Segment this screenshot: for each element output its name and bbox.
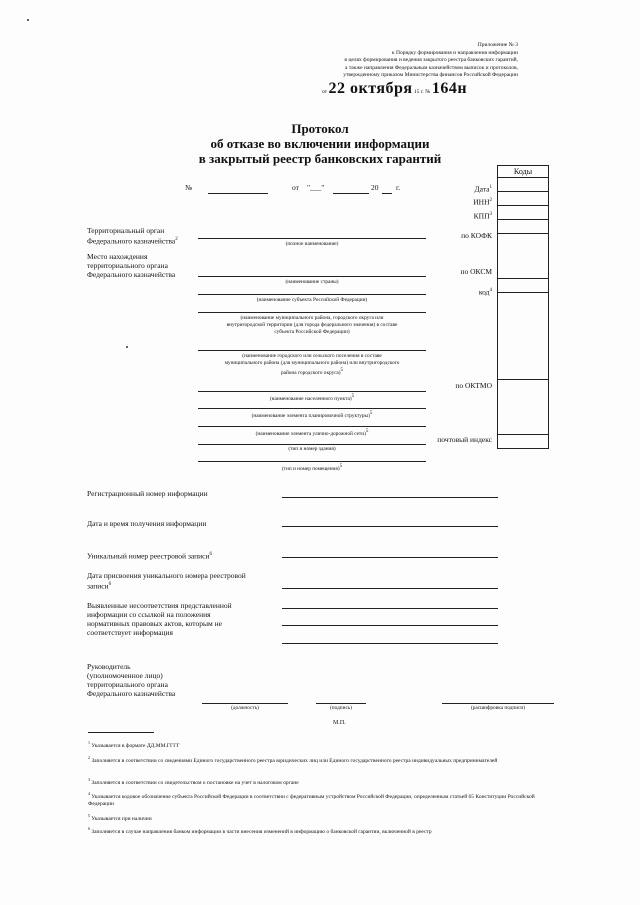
mismatch-field-3[interactable] xyxy=(282,643,498,644)
year-field[interactable] xyxy=(382,193,392,194)
settlement-field[interactable] xyxy=(198,350,426,351)
code-cell-postal[interactable] xyxy=(498,435,549,449)
code-cell-date[interactable] xyxy=(498,178,549,192)
footnote-4: $^4$ Указывается кодовое обозначение субъекта Российской Федерации в соответствии с федеративным устройством Российской Федерации, определенным статьей 65 Конституции Российской Федерации xyxy=(88,791,535,808)
subject-field[interactable] xyxy=(198,294,426,295)
reg-number-label: Регистрационный номер информации xyxy=(87,489,208,498)
codes-table xyxy=(497,165,549,449)
title-line-2: об отказе во включении информации xyxy=(210,136,430,151)
reg-number-field[interactable] xyxy=(282,497,498,498)
oksm-label: по ОКСМ xyxy=(460,267,492,276)
head-label: Руководитель (уполномоченное лицо) территориального органа Федерального казначейства xyxy=(87,662,176,698)
assign-date-field[interactable] xyxy=(282,588,498,589)
title-line-1: Протокол xyxy=(291,121,349,136)
footnote-1: $^1$ Указывается в формате ДД.ММ.ГГГГ xyxy=(88,740,180,749)
handwritten-number: 164н xyxy=(431,80,468,97)
inn-label: ИНН$^2$ xyxy=(473,197,492,207)
mismatch-field-1[interactable] xyxy=(282,608,498,609)
year-suffix-label: г. xyxy=(396,183,401,192)
settlement-caption: (наименование городского или сельского поселения в составе муниципального района (для муниципального района) или внутригородского района городского округа)$^5$ xyxy=(224,353,400,376)
decoding-field[interactable] xyxy=(442,703,554,704)
footnote-5: $^5$ Указывается при наличии xyxy=(88,813,152,822)
room-caption: (тип и номер помещения)$^5$ xyxy=(281,464,343,472)
footnote-6: $^6$ Заполняется в случае направления банком информации в части внесения изменений в информацию о банковской гарантии, включенной в реестр xyxy=(88,826,432,835)
code-cell-oksm[interactable] xyxy=(498,279,549,293)
street-field[interactable] xyxy=(198,426,426,427)
year-prefix: 20 xyxy=(371,183,379,192)
full-name-field[interactable] xyxy=(198,238,426,239)
received-datetime-label: Дата и время получения информации xyxy=(87,519,207,528)
handwritten-date: 22 октября xyxy=(328,80,413,97)
appendix-header xyxy=(300,42,518,80)
title-line-3: в закрытый реестр банковских гарантий xyxy=(198,151,442,166)
locality-caption: (наименование населенного пункта)$^5$ xyxy=(269,394,355,402)
postal-label: почтовый индекс xyxy=(437,435,492,444)
appendix-line: а также направления Федеральным казначейством выписок и протоколов, xyxy=(345,64,518,71)
municipal-field[interactable] xyxy=(198,312,426,313)
oktmo-label: по ОКТМО xyxy=(455,381,492,390)
footnote-separator xyxy=(88,732,154,733)
country-caption: (наименование страны) xyxy=(285,279,339,285)
number-label: № xyxy=(185,183,193,192)
building-field[interactable] xyxy=(198,444,426,445)
day-field[interactable]: "___" xyxy=(307,183,325,192)
signature-caption: (подпись) xyxy=(330,705,352,711)
appendix-line: к Порядку формирования и направления информации xyxy=(391,49,518,56)
footnote-3: $^3$ Заполняется в соответствии со свидетельством о постановке на учет в налоговом органе xyxy=(88,777,299,786)
room-field[interactable] xyxy=(198,461,426,462)
territorial-body-label: Территориальный орган Федерального казначейства$^2$ xyxy=(87,226,178,246)
scan-speck xyxy=(126,346,128,348)
code-cell-oktmo[interactable] xyxy=(498,380,549,435)
mismatch-label: Выявленные несоответствия представленной информации со ссылкой на положения нормативных правовых актов, которым не соответствует информация xyxy=(87,601,232,637)
appendix-line: в целях формирования и ведения закрытого реестра банковских гарантий, xyxy=(344,57,518,63)
seal-label: М.П. xyxy=(333,720,346,726)
position-caption: (должность) xyxy=(231,705,259,711)
code-cell-subject[interactable] xyxy=(498,293,549,380)
date-prefix: от xyxy=(322,89,328,95)
kofk-label: по КОФК xyxy=(461,231,492,240)
code-cell-kofk[interactable] xyxy=(498,220,549,234)
received-datetime-field[interactable] xyxy=(282,526,498,527)
year-suffix: 15 г. № xyxy=(413,89,431,95)
from-label: от xyxy=(292,183,299,192)
country-field[interactable] xyxy=(198,276,426,277)
code-cell-kpp[interactable] xyxy=(498,206,549,220)
planning-caption: (наименование элемента планировочной структуры)$^5$ xyxy=(251,411,373,419)
municipal-caption: (наименование муниципального района, городского округа или внутригородской территории (для города федерального значения) в составе субъекта Российской Федерации) xyxy=(226,315,398,335)
footnote-2: $^2$ Заполняется в соответствии со сведениями Единого государственного реестра юридических лиц или Единого государственного реестра индивидуальных предпринимателей xyxy=(88,755,498,764)
planning-field[interactable] xyxy=(198,408,426,409)
appendix-line: Приложение № 3 xyxy=(477,42,518,48)
street-caption: (наименование элемента улично-дорожной сети)$^5$ xyxy=(255,429,369,437)
date-label: Дата$^1$ xyxy=(474,184,492,194)
code-cell-inn[interactable] xyxy=(498,192,549,206)
codes-header: Коды xyxy=(498,166,549,178)
full-name-caption: (полное наименование) xyxy=(285,241,339,247)
location-label: Место нахождения территориального органа Федерального казначейства xyxy=(87,252,176,279)
number-field[interactable] xyxy=(208,193,268,194)
appendix-line: утвержденному приказом Министерства финансов Российской Федерации xyxy=(343,72,518,78)
building-caption: (тип и номер здания) xyxy=(288,446,336,452)
unique-number-label: Уникальный номер реестровой записи$^6$ xyxy=(87,551,213,561)
appendix-date-row xyxy=(322,80,522,98)
month-field[interactable] xyxy=(333,193,369,194)
decoding-caption: (расшифровка подписи) xyxy=(470,705,526,711)
kpp-label: КПП$^3$ xyxy=(473,211,492,221)
scan-speck xyxy=(27,19,29,21)
subject-code-label: код$^4$ xyxy=(478,287,492,297)
signature-field[interactable] xyxy=(316,703,366,704)
mismatch-field-2[interactable] xyxy=(282,625,498,626)
locality-field[interactable] xyxy=(198,391,426,392)
unique-number-field[interactable] xyxy=(282,557,498,558)
assign-date-label: Дата присвоения уникального номера реестровой записи$^6$ xyxy=(87,571,246,591)
document-title xyxy=(150,121,490,166)
code-cell-blank[interactable] xyxy=(498,234,549,279)
subject-caption: (наименование субъекта Российской Федерации) xyxy=(256,297,368,303)
position-field[interactable] xyxy=(202,703,288,704)
